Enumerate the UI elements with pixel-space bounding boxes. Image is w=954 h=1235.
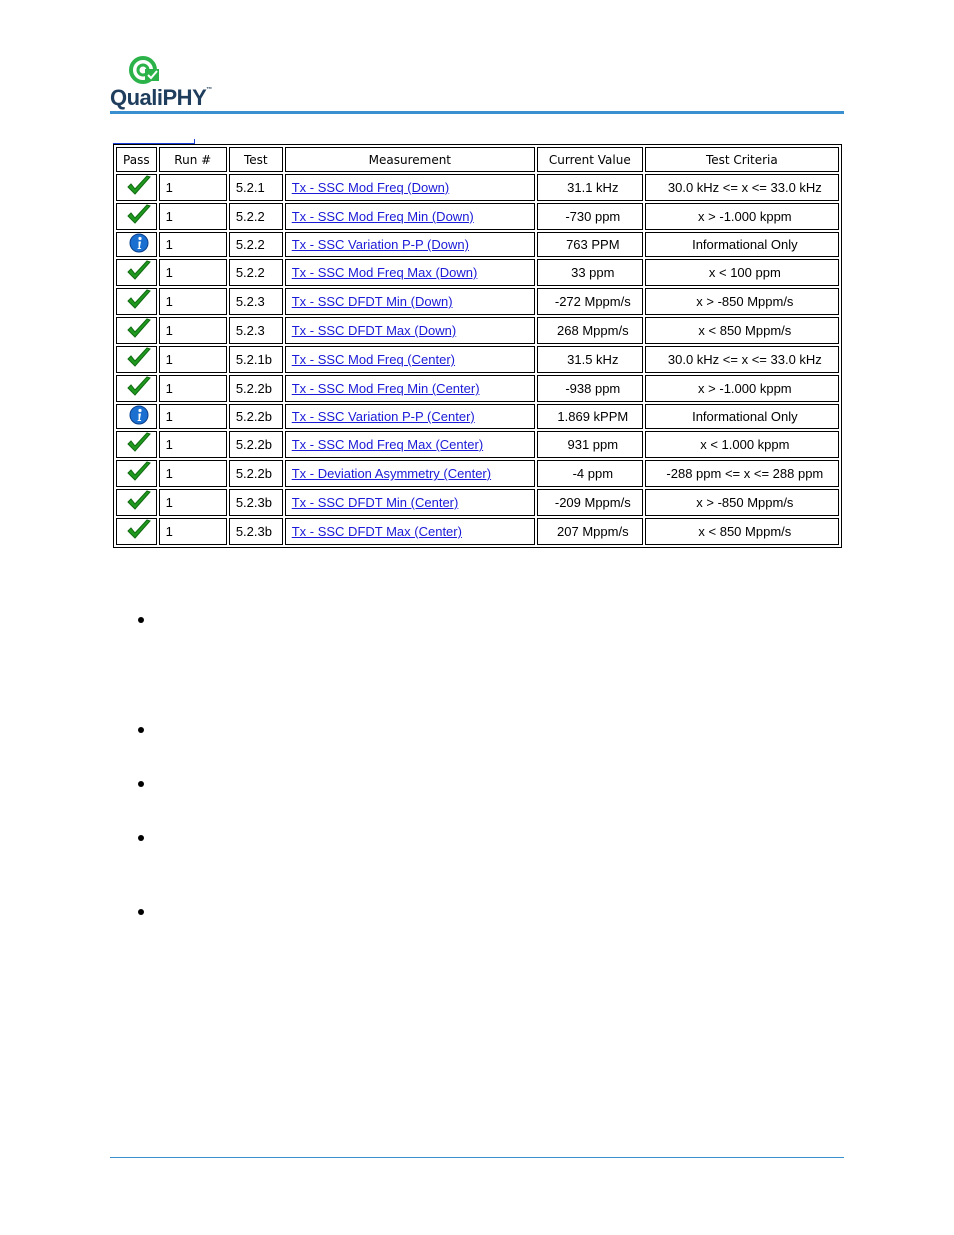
current-value-cell: 31.5 kHz	[537, 346, 643, 373]
run-cell: 1	[159, 232, 227, 257]
table-row	[116, 288, 839, 315]
test-criteria-cell: x < 100 ppm	[645, 259, 839, 286]
bullet	[138, 727, 144, 733]
pass-cell	[116, 431, 157, 458]
test-criteria-cell: x > -850 Mppm/s	[645, 489, 839, 516]
current-value-cell: 763 PPM	[537, 232, 643, 257]
test-criteria-cell: x > -850 Mppm/s	[645, 288, 839, 315]
table-row	[116, 346, 839, 373]
measurement-link[interactable]: Tx - SSC DFDT Max (Center)	[291, 524, 462, 539]
current-value-cell: -272 Mppm/s	[537, 288, 643, 315]
info-icon	[129, 233, 149, 256]
test-criteria-cell: Informational Only	[645, 232, 839, 257]
test-cell: 5.2.2b	[229, 404, 283, 429]
measurement-cell	[285, 431, 535, 458]
run-cell: 1	[159, 346, 227, 373]
current-value-cell: 33 ppm	[537, 259, 643, 286]
qualiphy-logo-mark	[128, 55, 164, 87]
pass-cell	[116, 288, 157, 315]
run-cell: 1	[159, 518, 227, 545]
checkmark-icon	[126, 347, 152, 372]
run-cell: 1	[159, 489, 227, 516]
measurement-cell	[285, 174, 535, 201]
pass-cell	[116, 346, 157, 373]
checkmark-icon	[126, 289, 152, 314]
test-cell: 5.2.2	[229, 203, 283, 230]
measurement-cell	[285, 460, 535, 487]
bullet	[138, 835, 144, 841]
info-icon	[129, 405, 149, 428]
measurement-link[interactable]: Tx - SSC Mod Freq Min (Down)	[291, 209, 474, 224]
current-value-cell: -209 Mppm/s	[537, 489, 643, 516]
checkmark-icon	[126, 490, 152, 515]
test-cell: 5.2.3	[229, 317, 283, 344]
test-criteria-cell: x > -1.000 kppm	[645, 203, 839, 230]
test-criteria-cell: x > -1.000 kppm	[645, 375, 839, 402]
run-cell: 1	[159, 375, 227, 402]
measurement-cell	[285, 404, 535, 429]
table-row	[116, 203, 839, 230]
table-row	[116, 431, 839, 458]
bullet	[138, 617, 144, 623]
measurement-link[interactable]: Tx - SSC Mod Freq (Down)	[291, 180, 450, 195]
current-value-cell: 931 ppm	[537, 431, 643, 458]
table-row	[116, 489, 839, 516]
test-cell: 5.2.1b	[229, 346, 283, 373]
pass-cell	[116, 375, 157, 402]
run-cell: 1	[159, 431, 227, 458]
pass-cell	[116, 259, 157, 286]
measurement-cell	[285, 346, 535, 373]
current-value-cell: -4 ppm	[537, 460, 643, 487]
test-cell: 5.2.2b	[229, 431, 283, 458]
test-criteria-cell: 30.0 kHz <= x <= 33.0 kHz	[645, 174, 839, 201]
measurement-cell	[285, 518, 535, 545]
bullet	[138, 909, 144, 915]
results-table	[113, 144, 842, 548]
footer-rule	[110, 1157, 844, 1158]
qualiphy-logo	[110, 55, 250, 111]
pass-cell	[116, 174, 157, 201]
test-cell: 5.2.3b	[229, 489, 283, 516]
current-value-cell: -938 ppm	[537, 375, 643, 402]
test-criteria-cell: x < 850 Mppm/s	[645, 518, 839, 545]
col-header-current-value: Current Value	[537, 147, 643, 172]
measurement-link[interactable]: Tx - SSC Variation P-P (Down)	[291, 237, 469, 252]
test-criteria-cell: -288 ppm <= x <= 288 ppm	[645, 460, 839, 487]
run-cell: 1	[159, 288, 227, 315]
measurement-link[interactable]: Tx - SSC Mod Freq Min (Center)	[291, 381, 480, 396]
table-row	[116, 404, 839, 429]
test-criteria-cell: x < 1.000 kppm	[645, 431, 839, 458]
checkmark-icon	[126, 260, 152, 285]
measurement-link[interactable]: Tx - SSC DFDT Min (Down)	[291, 294, 453, 309]
header-rule	[110, 111, 844, 114]
bullet	[138, 781, 144, 787]
current-value-cell: 1.869 kPPM	[537, 404, 643, 429]
current-value-cell: 31.1 kHz	[537, 174, 643, 201]
run-cell: 1	[159, 203, 227, 230]
measurement-link[interactable]: Tx - SSC DFDT Min (Center)	[291, 495, 459, 510]
test-cell: 5.2.1	[229, 174, 283, 201]
measurement-cell	[285, 288, 535, 315]
pass-cell	[116, 489, 157, 516]
checkmark-icon	[126, 461, 152, 486]
run-cell: 1	[159, 404, 227, 429]
checkmark-icon	[126, 175, 152, 200]
pass-cell	[116, 203, 157, 230]
test-cell: 5.2.2	[229, 232, 283, 257]
col-header-run: Run #	[159, 147, 227, 172]
table-row	[116, 317, 839, 344]
pass-cell	[116, 232, 157, 257]
table-row	[116, 259, 839, 286]
checkmark-icon	[126, 376, 152, 401]
checkmark-icon	[126, 318, 152, 343]
table-row	[116, 174, 839, 201]
current-value-cell: -730 ppm	[537, 203, 643, 230]
current-value-cell: 207 Mppm/s	[537, 518, 643, 545]
run-cell: 1	[159, 317, 227, 344]
measurement-cell	[285, 317, 535, 344]
table-row	[116, 232, 839, 257]
pass-cell	[116, 317, 157, 344]
measurement-cell	[285, 232, 535, 257]
measurement-link[interactable]: Tx - SSC Mod Freq Max (Center)	[291, 437, 484, 452]
col-header-test: Test	[229, 147, 283, 172]
run-cell: 1	[159, 259, 227, 286]
measurement-cell	[285, 203, 535, 230]
col-header-test-criteria: Test Criteria	[645, 147, 839, 172]
measurement-cell	[285, 375, 535, 402]
test-cell: 5.2.3b	[229, 518, 283, 545]
measurement-link[interactable]: Tx - SSC DFDT Max (Down)	[291, 323, 457, 338]
current-value-cell: 268 Mppm/s	[537, 317, 643, 344]
pass-cell	[116, 518, 157, 545]
pass-cell	[116, 460, 157, 487]
table-row	[116, 375, 839, 402]
pass-cell	[116, 404, 157, 429]
table-row	[116, 460, 839, 487]
table-header-row	[116, 147, 839, 172]
table-row	[116, 518, 839, 545]
test-criteria-cell: 30.0 kHz <= x <= 33.0 kHz	[645, 346, 839, 373]
col-header-measurement: Measurement	[285, 147, 535, 172]
test-cell: 5.2.3	[229, 288, 283, 315]
test-cell: 5.2.2	[229, 259, 283, 286]
logo-wordmark: QualiPHY™	[110, 85, 212, 110]
measurement-link[interactable]: Tx - SSC Mod Freq (Center)	[291, 352, 455, 367]
test-cell: 5.2.2b	[229, 460, 283, 487]
measurement-link[interactable]: Tx - SSC Variation P-P (Center)	[291, 409, 475, 424]
checkmark-icon	[126, 519, 152, 544]
run-cell: 1	[159, 460, 227, 487]
col-header-pass: Pass	[116, 147, 157, 172]
measurement-link[interactable]: Tx - SSC Mod Freq Max (Down)	[291, 265, 478, 280]
test-criteria-cell: Informational Only	[645, 404, 839, 429]
measurement-link[interactable]: Tx - Deviation Asymmetry (Center)	[291, 466, 492, 481]
measurement-cell	[285, 259, 535, 286]
checkmark-icon	[126, 204, 152, 229]
measurement-cell	[285, 489, 535, 516]
test-cell: 5.2.2b	[229, 375, 283, 402]
run-cell: 1	[159, 174, 227, 201]
test-criteria-cell: x < 850 Mppm/s	[645, 317, 839, 344]
checkmark-icon	[126, 432, 152, 457]
